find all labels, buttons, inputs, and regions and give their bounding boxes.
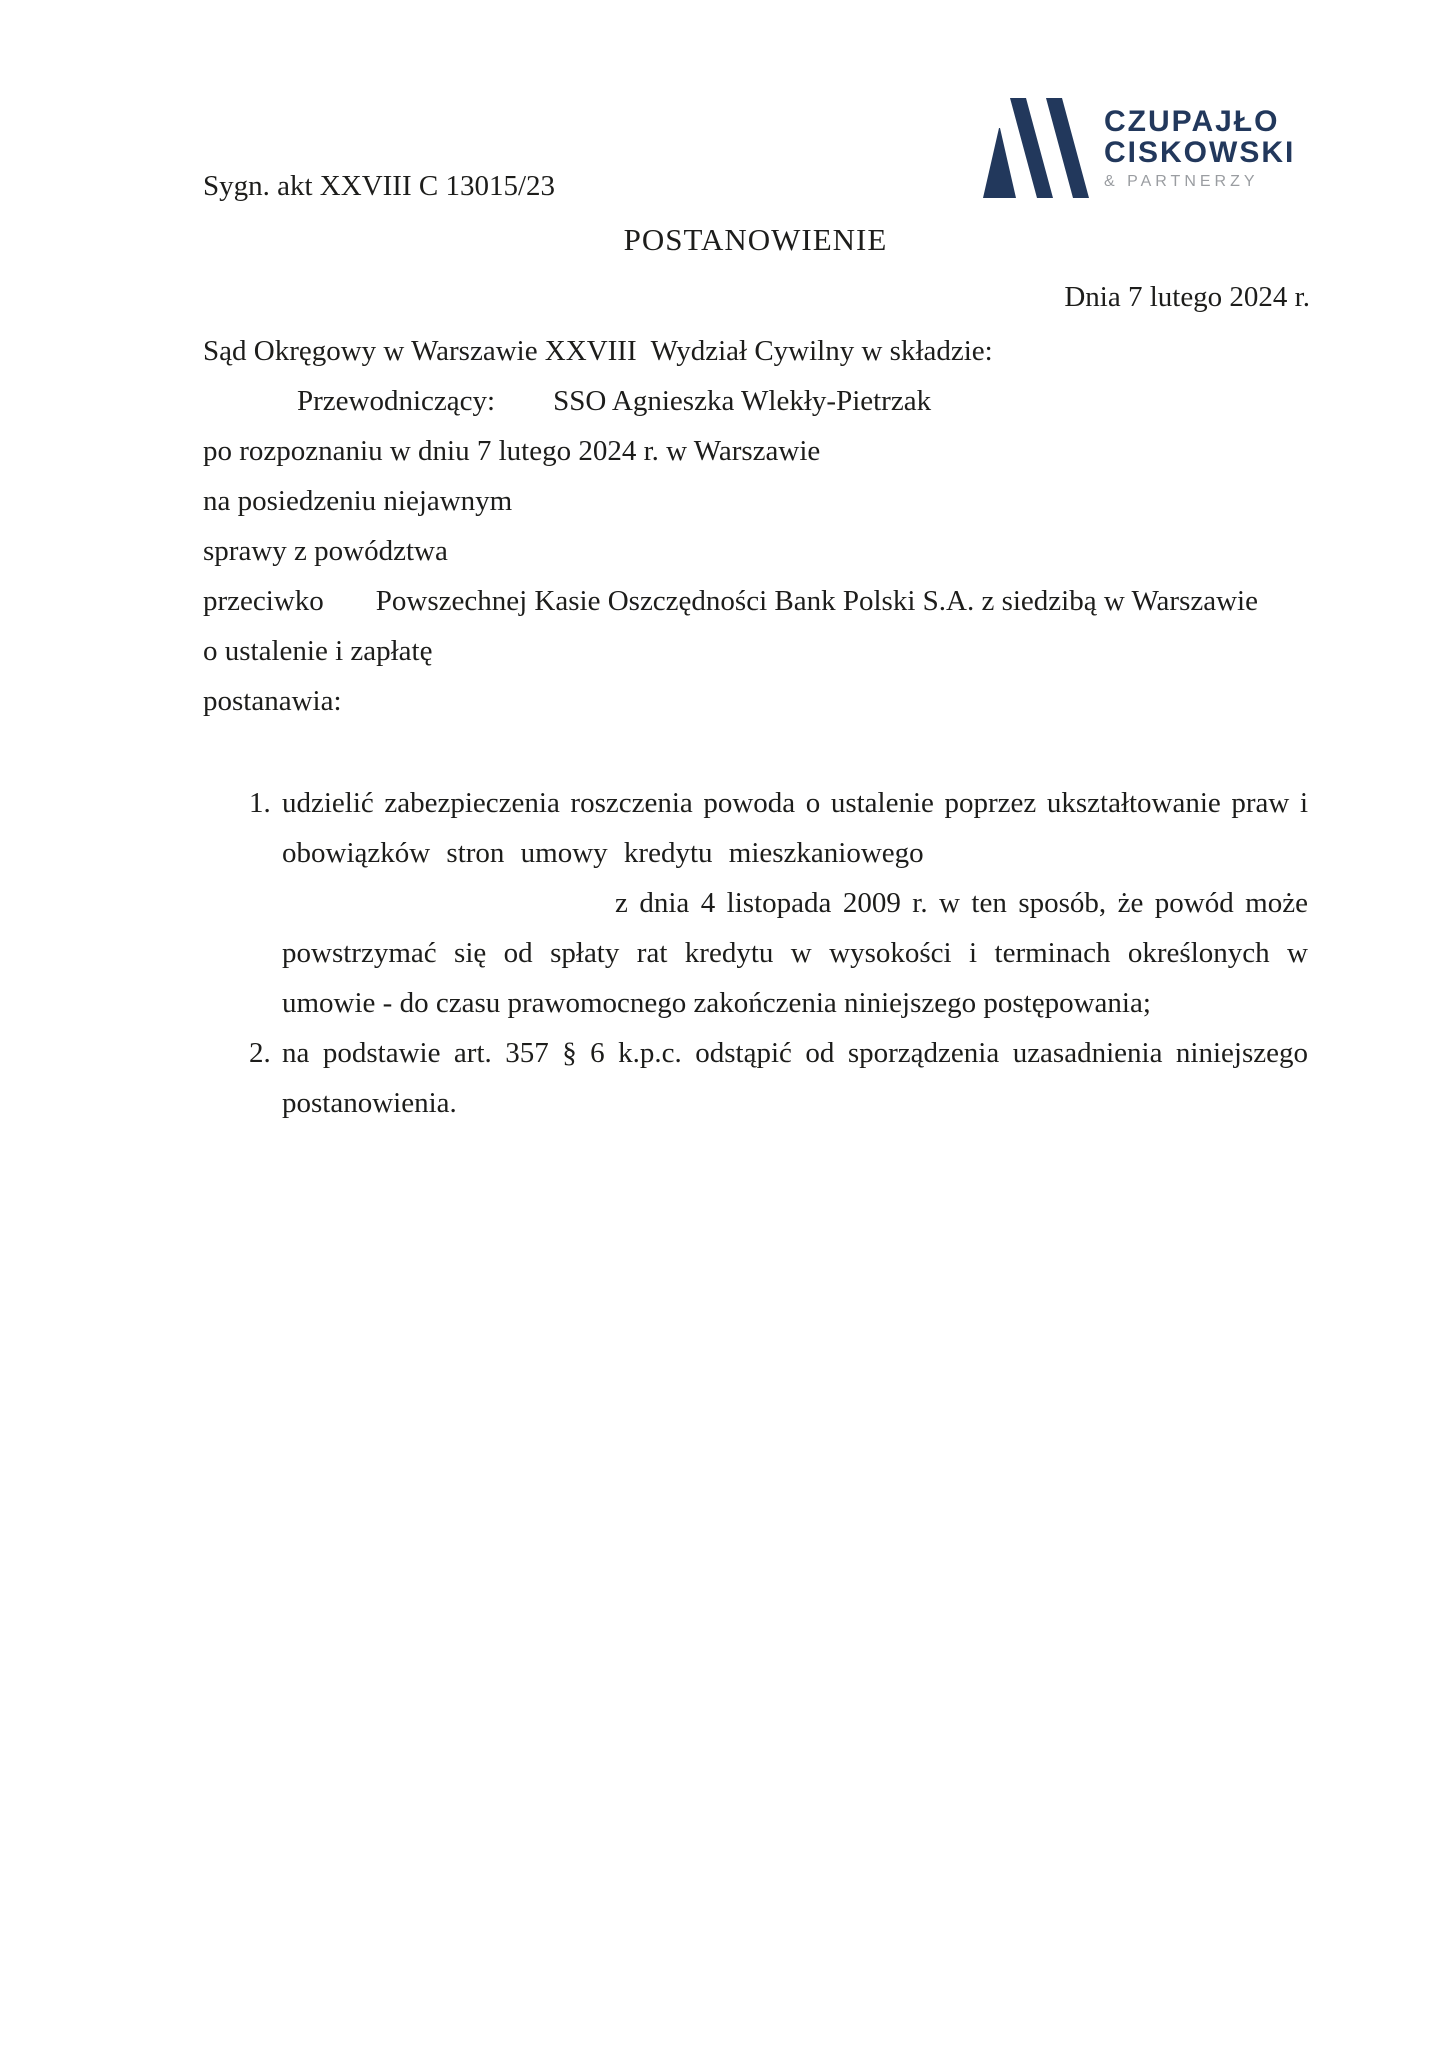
law-firm-logo (983, 98, 1295, 198)
against-label: przeciwko (203, 585, 324, 617)
ruling-item-2 (249, 1028, 1308, 1128)
law-firm-name (1104, 98, 1295, 191)
ruling-1-line-3: z dnia 4 listopada 2009 r. w ten sposób, że powód może (615, 887, 1308, 919)
rules-line: postanawia: (203, 685, 342, 717)
claim-line: sprawy z powództwa (203, 535, 448, 567)
ruling-2-line-1: na podstawie art. 357 § 6 k.p.c. odstąpić od sporządzenia uzasadnienia niniejszego (282, 1037, 1308, 1069)
ruling-1-line-1: udzielić zabezpieczenia roszczenia powoda o ustalenie poprzez ukształtowanie praw i (282, 787, 1308, 819)
document-body (203, 326, 1310, 1128)
examined-line: po rozpoznaniu w dniu 7 lutego 2024 r. w Warszawie (203, 435, 821, 467)
presiding-line (203, 376, 1310, 426)
ruling-item-1 (249, 778, 1308, 1028)
ruling-1-line-2: obowiązków stron umowy kredytu mieszkaniowego (282, 837, 924, 869)
ruling-number: 2. (249, 1037, 271, 1069)
ruling-1-line-5: umowie - do czasu prawomocnego zakończenia niniejszego postępowania; (282, 987, 1151, 1019)
session-line: na posiedzeniu niejawnym (203, 485, 513, 517)
rulings-list (249, 778, 1308, 1128)
subject-line: o ustalenie i zapłatę (203, 635, 433, 667)
logo-mountain-icon (983, 98, 1089, 198)
defendant-line (203, 576, 1310, 626)
document-date: Dnia 7 lutego 2024 r. (1064, 281, 1310, 313)
ruling-2-line-2: postanowienia. (282, 1087, 457, 1119)
firm-name-line2: CISKOWSKI (1104, 136, 1296, 169)
case-number: Sygn. akt XXVIII C 13015/23 (203, 170, 556, 202)
presiding-label: Przewodniczący: (297, 385, 496, 417)
firm-name-line1: CZUPAJŁO (1104, 105, 1280, 138)
document-title: POSTANOWIENIE (623, 222, 888, 257)
ruling-1-line-4: powstrzymać się od spłaty rat kredytu w wysokości i terminach określonych w (282, 937, 1308, 969)
ruling-number: 1. (249, 787, 271, 819)
firm-subtitle: & PARTNERZY (1104, 173, 1259, 190)
presiding-judge-name: SSO Agnieszka Wlekły-Pietrzak (553, 385, 932, 417)
defendant-name: Powszechnej Kasie Oszczędności Bank Polski S.A. z siedzibą w Warszawie (375, 585, 1258, 617)
court-composition-line: Sąd Okręgowy w Warszawie XXVIII Wydział Cywilny w składzie: (203, 335, 993, 367)
